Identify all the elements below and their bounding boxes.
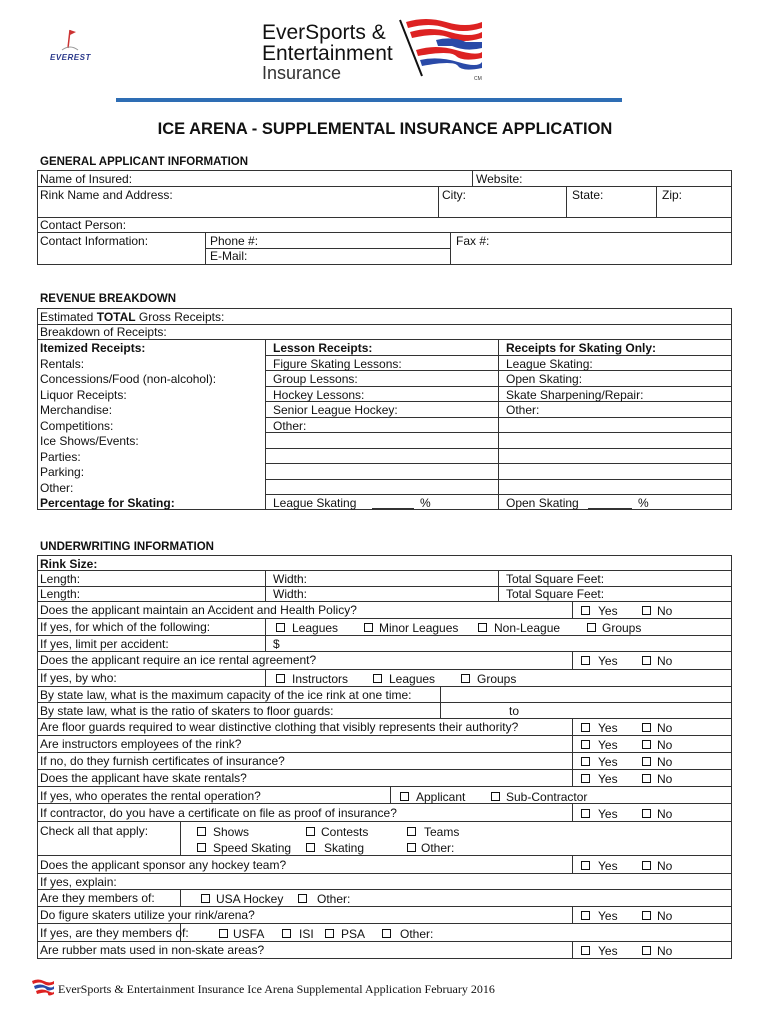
teams-label: Teams	[424, 825, 460, 839]
yes-label: Yes	[598, 604, 618, 618]
groups-checkbox[interactable]	[587, 623, 596, 632]
yes-checkbox[interactable]	[581, 723, 590, 732]
applicant-label: Applicant	[416, 790, 466, 804]
q-by-who: If yes, by who:	[40, 671, 117, 685]
lesson-header: Lesson Receipts:	[273, 341, 373, 355]
yes-label: Yes	[598, 772, 618, 786]
ratio-to: to	[509, 704, 520, 718]
yes-checkbox[interactable]	[581, 861, 590, 870]
total-sqft-label: Total Square Feet:	[506, 587, 605, 601]
leagues-checkbox[interactable]	[373, 674, 382, 683]
no-label: No	[657, 738, 673, 752]
q-members-of: Are they members of:	[40, 891, 155, 905]
website-label: Website:	[476, 172, 523, 186]
shows-label: Shows	[213, 825, 250, 839]
skating-row: Skate Sharpening/Repair:	[506, 388, 644, 402]
rink-name-label: Rink Name and Address:	[40, 188, 173, 202]
contests-label: Contests	[321, 825, 369, 839]
teams-checkbox[interactable]	[407, 827, 416, 836]
no-label: No	[657, 859, 673, 873]
contact-person-label: Contact Person:	[40, 218, 127, 232]
footer-logo	[30, 977, 54, 997]
usfa-label: USFA	[233, 927, 265, 941]
open-percent-sign: %	[638, 496, 649, 510]
usa-hockey-label: USA Hockey	[216, 892, 284, 906]
revenue-heading: REVENUE BREAKDOWN	[40, 293, 177, 305]
lesson-row: Hockey Lessons:	[273, 388, 365, 402]
zip-label: Zip:	[662, 188, 683, 202]
skating-row: Open Skating:	[506, 372, 583, 386]
itemized-row: Parking:	[40, 465, 85, 479]
q-explain: If yes, explain:	[40, 875, 117, 889]
instructors-label: Instructors	[292, 672, 349, 686]
itemized-row: Liquor Receipts:	[40, 388, 127, 402]
width-label: Width:	[273, 572, 308, 586]
header-rule	[116, 98, 622, 102]
skating-only-header: Receipts for Skating Only:	[506, 341, 657, 355]
usa-hockey-checkbox[interactable]	[201, 894, 210, 903]
yes-label: Yes	[598, 654, 618, 668]
underwriting-heading: UNDERWRITING INFORMATION	[40, 541, 214, 553]
skating-label: Skating	[324, 841, 365, 855]
no-label: No	[657, 721, 673, 735]
yes-checkbox[interactable]	[581, 946, 590, 955]
other-label: Other:	[400, 927, 434, 941]
page-title: ICE ARENA - SUPPLEMENTAL INSURANCE APPLICATION	[157, 120, 613, 138]
q-check-all: Check all that apply:	[40, 824, 149, 838]
yes-label: Yes	[598, 909, 618, 923]
length-label: Length:	[40, 572, 81, 586]
no-label: No	[657, 909, 673, 923]
non-league-label: Non-League	[494, 621, 561, 635]
percentage-label: Percentage for Skating:	[40, 496, 175, 510]
other-checkbox[interactable]	[382, 929, 391, 938]
state-label: State:	[572, 188, 604, 202]
open-skating-percent-label: Open Skating	[506, 496, 579, 510]
breakdown-label: Breakdown of Receipts:	[40, 325, 167, 339]
yes-checkbox[interactable]	[581, 606, 590, 615]
q-skate-rentals: Does the applicant have skate rentals?	[40, 771, 247, 785]
subcontractor-label: Sub-Contractor	[506, 790, 588, 804]
lesson-row: Other:	[273, 419, 307, 433]
speed-skating-checkbox[interactable]	[197, 843, 206, 852]
minor-leagues-label: Minor Leagues	[379, 621, 459, 635]
q-which-following: If yes, for which of the following:	[40, 620, 211, 634]
other-checkbox[interactable]	[298, 894, 307, 903]
leagues-checkbox[interactable]	[276, 623, 285, 632]
yes-checkbox[interactable]	[581, 911, 590, 920]
yes-checkbox[interactable]	[581, 757, 590, 766]
brand-line-3: Insurance	[262, 63, 342, 83]
no-checkbox[interactable]	[642, 656, 651, 665]
applicant-checkbox[interactable]	[400, 792, 409, 801]
no-checkbox[interactable]	[642, 861, 651, 870]
q-hockey-team: Does the applicant sponsor any hockey team?	[40, 858, 287, 872]
skating-row: League Skating:	[506, 357, 593, 371]
length-label: Length:	[40, 587, 81, 601]
yes-checkbox[interactable]	[581, 809, 590, 818]
itemized-row: Parties:	[40, 450, 81, 464]
yes-label: Yes	[598, 721, 618, 735]
no-label: No	[657, 944, 673, 958]
q-ice-rental: Does the applicant require an ice rental agreement?	[40, 653, 317, 667]
small-flag-icon	[30, 977, 54, 997]
groups-label: Groups	[477, 672, 517, 686]
q-contractor-certificate: If contractor, do you have a certificate on file as proof of insurance?	[40, 806, 397, 820]
itemized-row: Merchandise:	[40, 403, 113, 417]
psa-label: PSA	[341, 927, 366, 941]
groups-label: Groups	[602, 621, 642, 635]
q-members-of-figure: If yes, are they members of:	[40, 926, 189, 940]
subcontractor-checkbox[interactable]	[491, 792, 500, 801]
everest-text: EVEREST	[50, 53, 91, 62]
itemized-row: Concessions/Food (non-alcohol):	[40, 372, 217, 386]
dollar-sign: $	[273, 637, 280, 651]
fax-label: Fax #:	[456, 234, 490, 248]
psa-checkbox[interactable]	[325, 929, 334, 938]
groups-checkbox[interactable]	[461, 674, 470, 683]
waving-flag-icon	[396, 14, 486, 84]
no-checkbox[interactable]	[642, 911, 651, 920]
q-floor-guards: Are floor guards required to wear distinctive clothing that visibly represents their authority?	[40, 720, 519, 734]
yes-label: Yes	[598, 807, 618, 821]
width-label: Width:	[273, 587, 308, 601]
estimated-receipts-label	[40, 310, 224, 324]
footer-text: EverSports & Entertainment Insurance Ice Arena Supplemental Application February 2016	[58, 982, 495, 996]
no-label: No	[657, 807, 673, 821]
no-checkbox[interactable]	[642, 740, 651, 749]
q-ratio: By state law, what is the ratio of skaters to floor guards:	[40, 704, 334, 718]
q-limit-per-accident: If yes, limit per accident:	[40, 637, 169, 651]
yes-label: Yes	[598, 755, 618, 769]
yes-label: Yes	[598, 859, 618, 873]
shows-checkbox[interactable]	[197, 827, 206, 836]
email-label: E-Mail:	[210, 249, 248, 263]
everest-logo	[48, 24, 100, 64]
isi-label: ISI	[299, 927, 314, 941]
q-instructors-employees: Are instructors employees of the rink?	[40, 737, 242, 751]
name-of-insured-label: Name of Insured:	[40, 172, 133, 186]
yes-checkbox[interactable]	[581, 774, 590, 783]
lesson-row: Senior League Hockey:	[273, 403, 398, 417]
other-checkbox[interactable]	[407, 843, 416, 852]
isi-checkbox[interactable]	[282, 929, 291, 938]
svg-text:CM: CM	[474, 76, 482, 82]
itemized-row: Ice Shows/Events:	[40, 434, 139, 448]
league-percent-sign: %	[420, 496, 431, 510]
estimated-suffix: Gross Receipts:	[135, 310, 225, 324]
open-percent-blank[interactable]	[588, 508, 632, 509]
itemized-row: Rentals:	[40, 357, 85, 371]
skating-checkbox[interactable]	[306, 843, 315, 852]
no-checkbox[interactable]	[642, 946, 651, 955]
no-label: No	[657, 772, 673, 786]
itemized-row: Competitions:	[40, 419, 114, 433]
non-league-checkbox[interactable]	[478, 623, 487, 632]
yes-checkbox[interactable]	[581, 656, 590, 665]
leagues-label: Leagues	[389, 672, 436, 686]
no-label: No	[657, 604, 673, 618]
itemized-row: Other:	[40, 481, 74, 495]
lesson-row: Figure Skating Lessons:	[273, 357, 402, 371]
usfa-checkbox[interactable]	[219, 929, 228, 938]
other-label: Other:	[317, 892, 351, 906]
no-label: No	[657, 755, 673, 769]
q-figure-skaters: Do figure skaters utilize your rink/arena?	[40, 908, 255, 922]
other-label: Other:	[421, 841, 455, 855]
q-rubber-mats: Are rubber mats used in non-skate areas?	[40, 943, 265, 957]
league-percent-blank[interactable]	[372, 508, 414, 509]
no-checkbox[interactable]	[642, 757, 651, 766]
itemized-header: Itemized Receipts:	[40, 341, 146, 355]
q-certificates: If no, do they furnish certificates of insurance?	[40, 754, 285, 768]
instructors-checkbox[interactable]	[276, 674, 285, 683]
contact-info-label: Contact Information:	[40, 234, 149, 248]
no-label: No	[657, 654, 673, 668]
q-capacity: By state law, what is the maximum capacity of the ice rink at one time:	[40, 688, 412, 702]
q-accident-policy: Does the applicant maintain an Accident and Health Policy?	[40, 603, 357, 617]
brand-line-2: Entertainment	[262, 42, 393, 65]
contests-checkbox[interactable]	[306, 827, 315, 836]
q-who-operates: If yes, who operates the rental operation?	[40, 789, 261, 803]
eversports-flag-logo	[396, 14, 486, 84]
speed-skating-label: Speed Skating	[213, 841, 292, 855]
no-checkbox[interactable]	[642, 723, 651, 732]
city-label: City:	[442, 188, 466, 202]
no-checkbox[interactable]	[642, 809, 651, 818]
rink-size-label: Rink Size:	[40, 557, 98, 571]
lesson-row: Group Lessons:	[273, 372, 358, 386]
league-skating-percent-label: League Skating	[273, 496, 357, 510]
yes-checkbox[interactable]	[581, 740, 590, 749]
minor-leagues-checkbox[interactable]	[364, 623, 373, 632]
total-sqft-label: Total Square Feet:	[506, 572, 605, 586]
general-heading: GENERAL APPLICANT INFORMATION	[40, 156, 249, 168]
yes-label: Yes	[598, 738, 618, 752]
phone-label: Phone #:	[210, 234, 259, 248]
estimated-bold: TOTAL	[96, 310, 136, 324]
estimated-prefix: Estimated	[40, 310, 97, 324]
leagues-label: Leagues	[292, 621, 339, 635]
skating-row: Other:	[506, 403, 540, 417]
brand-line-1: EverSports &	[262, 21, 386, 44]
no-checkbox[interactable]	[642, 606, 651, 615]
no-checkbox[interactable]	[642, 774, 651, 783]
yes-label: Yes	[598, 944, 618, 958]
